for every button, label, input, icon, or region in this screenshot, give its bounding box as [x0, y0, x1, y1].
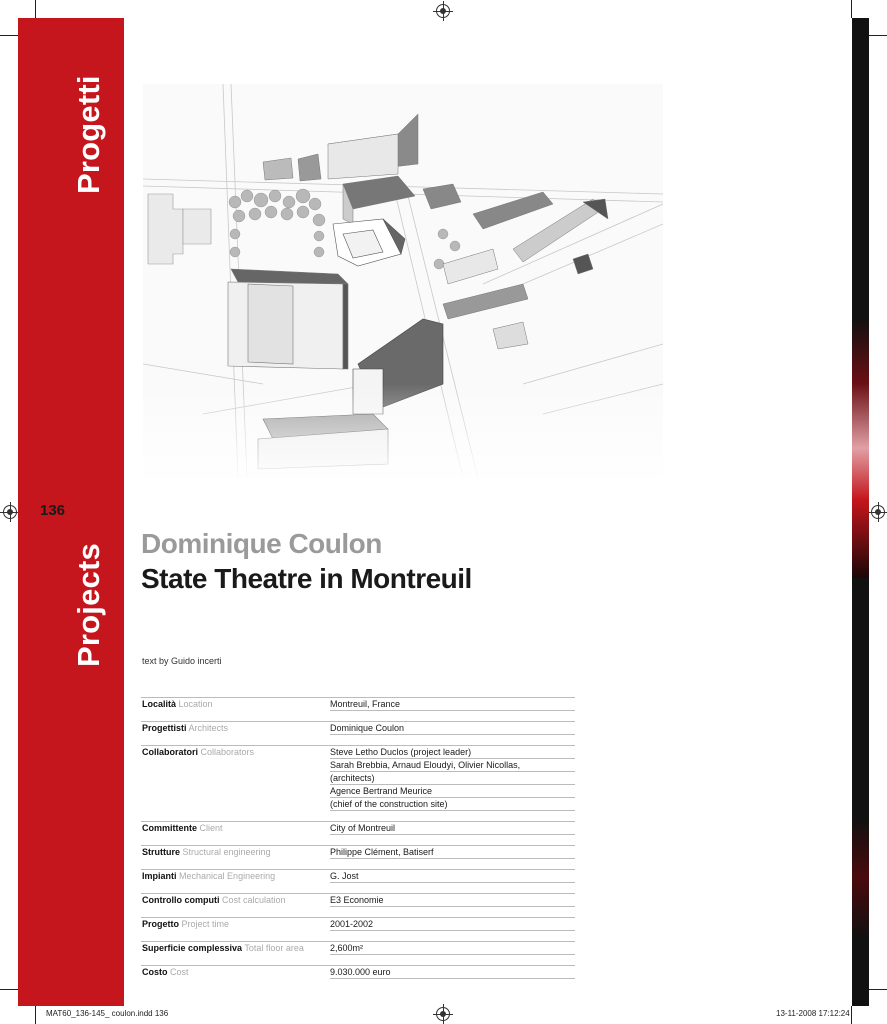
info-value: 9.030.000 euro — [330, 966, 575, 979]
info-label-en: Mechanical Engineering — [179, 871, 276, 881]
info-value: (chief of the construction site) — [330, 798, 575, 811]
info-label-en: Architects — [188, 723, 229, 733]
info-label-it: Impianti — [142, 871, 177, 881]
info-value: Philippe Clément, Batiserf — [330, 846, 575, 859]
crop-mark — [869, 989, 887, 990]
page-number: 136 — [40, 502, 66, 519]
info-label-it: Progettisti — [142, 723, 187, 733]
info-value: 2001-2002 — [330, 918, 575, 931]
crop-mark — [35, 1006, 36, 1024]
info-value: Sarah Brebbia, Arnaud Eloudyi, Olivier Nicollas, — [330, 759, 575, 772]
info-row — [141, 893, 575, 907]
info-value: 2,600m² — [330, 942, 575, 955]
info-label-it: Superficie complessiva — [142, 943, 243, 953]
info-label-it: Costo — [142, 967, 168, 977]
info-row — [141, 745, 575, 811]
info-value: City of Montreuil — [330, 822, 575, 835]
registration-mark-icon — [436, 1007, 450, 1021]
info-value: (architects) — [330, 772, 575, 785]
project-info-table — [141, 697, 575, 989]
info-label — [142, 699, 213, 710]
registration-mark-icon — [3, 505, 17, 519]
info-row — [141, 869, 575, 883]
info-label — [142, 967, 189, 978]
info-label-en: Cost calculation — [222, 895, 286, 905]
info-value: Dominique Coulon — [330, 722, 575, 735]
info-label — [142, 823, 223, 834]
info-row — [141, 965, 575, 979]
info-label-it: Collaboratori — [142, 747, 199, 757]
info-value: Steve Letho Duclos (project leader) — [330, 746, 575, 759]
project-title: State Theatre in Montreuil — [141, 563, 472, 594]
sidebar-label-projects: Projects — [71, 543, 106, 667]
right-edge-strip — [852, 18, 869, 1006]
crop-mark — [35, 0, 36, 18]
registration-mark-icon — [436, 4, 450, 18]
info-row — [141, 821, 575, 835]
info-label-it: Committente — [142, 823, 198, 833]
info-label-it: Località — [142, 699, 177, 709]
info-label-en: Structural engineering — [182, 847, 271, 857]
architect-name: Dominique Coulon — [141, 528, 382, 559]
info-label-en: Total floor area — [244, 943, 304, 953]
info-label-it: Progetto — [142, 919, 179, 929]
info-label-it: Strutture — [142, 847, 180, 857]
info-value: E3 Economie — [330, 894, 575, 907]
byline: text by Guido incerti — [142, 656, 222, 666]
info-value: Agence Bertrand Meurice — [330, 785, 575, 798]
info-label — [142, 847, 271, 858]
info-label — [142, 919, 229, 930]
info-label-it: Controllo computi — [142, 895, 220, 905]
info-row — [141, 697, 575, 711]
info-value: Montreuil, France — [330, 698, 575, 711]
crop-mark — [851, 1006, 852, 1024]
footer-filename: MAT60_136-145_ coulon.indd 136 — [46, 1009, 169, 1018]
info-value: G. Jost — [330, 870, 575, 883]
info-label-en: Cost — [170, 967, 189, 977]
info-row — [141, 917, 575, 931]
sidebar-label-progetti: Progetti — [71, 75, 106, 194]
crop-mark — [869, 35, 887, 36]
crop-mark — [0, 35, 18, 36]
crop-mark — [0, 989, 18, 990]
info-label — [142, 723, 228, 734]
info-label-en: Collaborators — [200, 747, 255, 757]
info-label — [142, 943, 304, 954]
info-label-en: Location — [178, 699, 213, 709]
registration-mark-icon — [871, 505, 885, 519]
info-label — [142, 747, 254, 758]
footer-timestamp: 13-11-2008 17:12:24 — [776, 1009, 850, 1018]
info-label — [142, 895, 286, 906]
info-row — [141, 845, 575, 859]
info-label-en: Client — [199, 823, 223, 833]
site-plan-image — [143, 84, 663, 478]
info-row — [141, 721, 575, 735]
info-label — [142, 871, 275, 882]
info-label-en: Project time — [181, 919, 230, 929]
crop-mark — [851, 0, 852, 18]
info-row — [141, 941, 575, 955]
